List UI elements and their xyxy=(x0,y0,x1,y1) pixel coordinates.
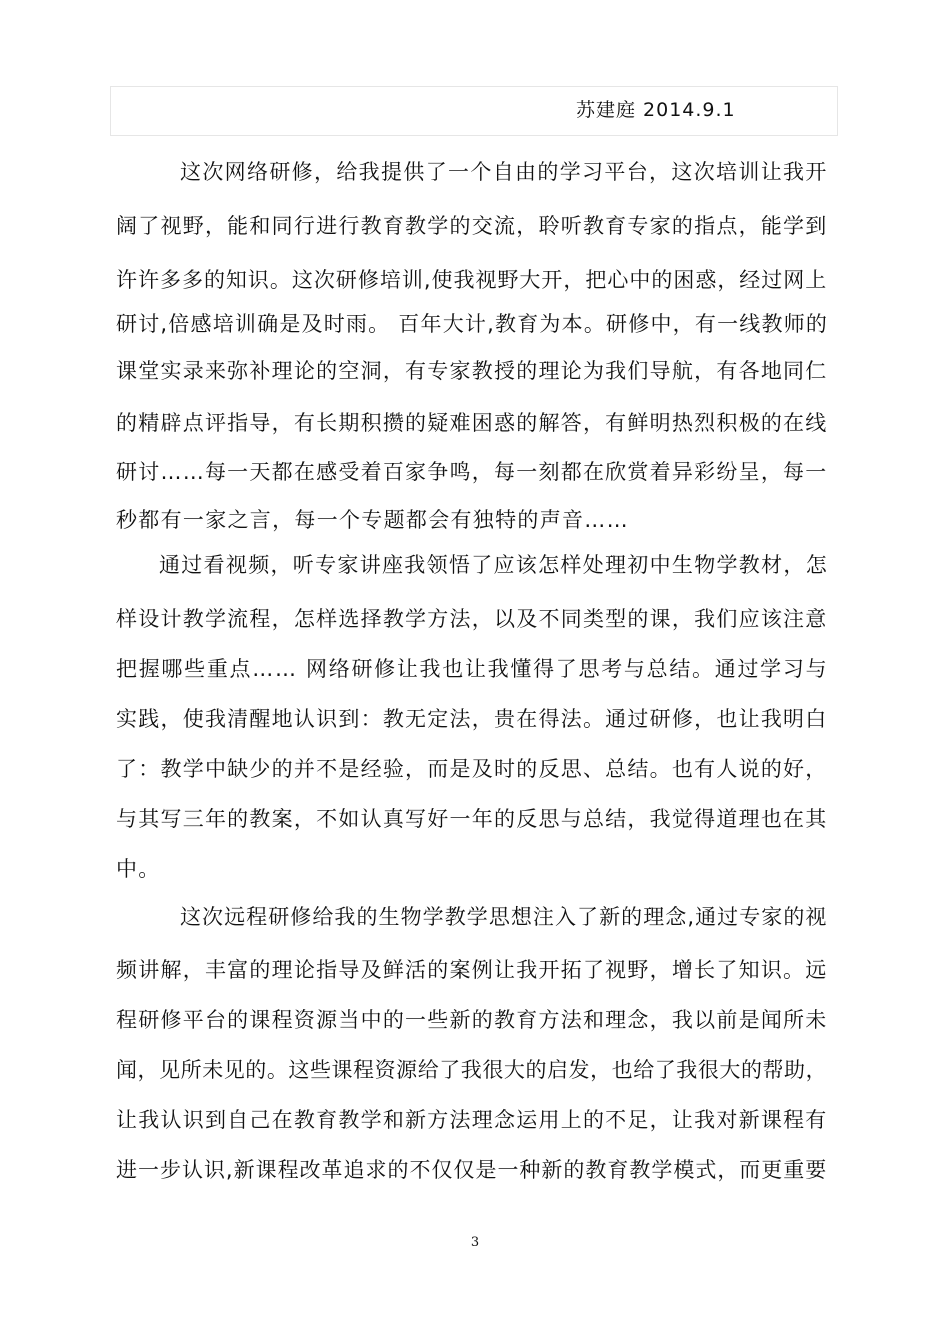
paragraph-line: 中。 xyxy=(116,857,161,881)
paragraph-line: 把握哪些重点…… 网络研修让我也让我懂得了思考与总结。通过学习与 xyxy=(116,657,829,681)
page-number: 3 xyxy=(470,1235,480,1250)
author-date: 苏建庭 2014.9.1 xyxy=(576,99,736,121)
paragraph-line: 频讲解，丰富的理论指导及鲜活的案例让我开拓了视野，增长了知识。远 xyxy=(116,958,828,982)
paragraph-line: 了：教学中缺少的并不是经验，而是及时的反思、总结。也有人说的好， xyxy=(116,757,828,781)
paragraph-line: 进一步认识,新课程改革追求的不仅仅是一种新的教育教学模式，而更重要 xyxy=(116,1158,828,1182)
paragraph-line: 许许多多的知识。这次研修培训,使我视野大开，把心中的困惑，经过网上 xyxy=(116,268,828,292)
paragraph-line: 阔了视野，能和同行进行教育教学的交流，聆听教育专家的指点，能学到 xyxy=(116,214,828,238)
paragraph-line: 闻，见所未见的。这些课程资源给了我很大的启发，也给了我很大的帮助， xyxy=(116,1058,828,1082)
paragraph-line: 秒都有一家之言，每一个专题都会有独特的声音…… xyxy=(116,508,629,532)
paragraph-line: 这次网络研修，给我提供了一个自由的学习平台，这次培训让我开 xyxy=(180,160,828,184)
paragraph-line: 实践，使我清醒地认识到：教无定法，贵在得法。通过研修，也让我明白 xyxy=(116,707,828,731)
paragraph-line: 研讨,倍感培训确是及时雨。 百年大计,教育为本。研修中，有一线教师的 xyxy=(116,312,829,336)
paragraph-line: 的精辟点评指导，有长期积攒的疑难困惑的解答，有鲜明热烈积极的在线 xyxy=(116,411,828,435)
paragraph-line: 与其写三年的教案，不如认真写好一年的反思与总结，我觉得道理也在其 xyxy=(116,807,828,831)
paragraph-line: 让我认识到自己在教育教学和新方法理念运用上的不足，让我对新课程有 xyxy=(116,1108,828,1132)
paragraph-line: 课堂实录来弥补理论的空洞，有专家教授的理论为我们导航，有各地同仁 xyxy=(116,359,828,383)
paragraph-line: 研讨……每一天都在感受着百家争鸣，每一刻都在欣赏着异彩纷呈，每一 xyxy=(116,460,828,484)
paragraph-line: 程研修平台的课程资源当中的一些新的教育方法和理念，我以前是闻所未 xyxy=(116,1008,828,1032)
paragraph-line: 样设计教学流程，怎样选择教学方法，以及不同类型的课，我们应该注意 xyxy=(116,607,828,631)
paragraph-line: 这次远程研修给我的生物学教学思想注入了新的理念,通过专家的视 xyxy=(180,905,828,929)
paragraph-line: 通过看视频，听专家讲座我领悟了应该怎样处理初中生物学教材，怎 xyxy=(159,553,828,577)
